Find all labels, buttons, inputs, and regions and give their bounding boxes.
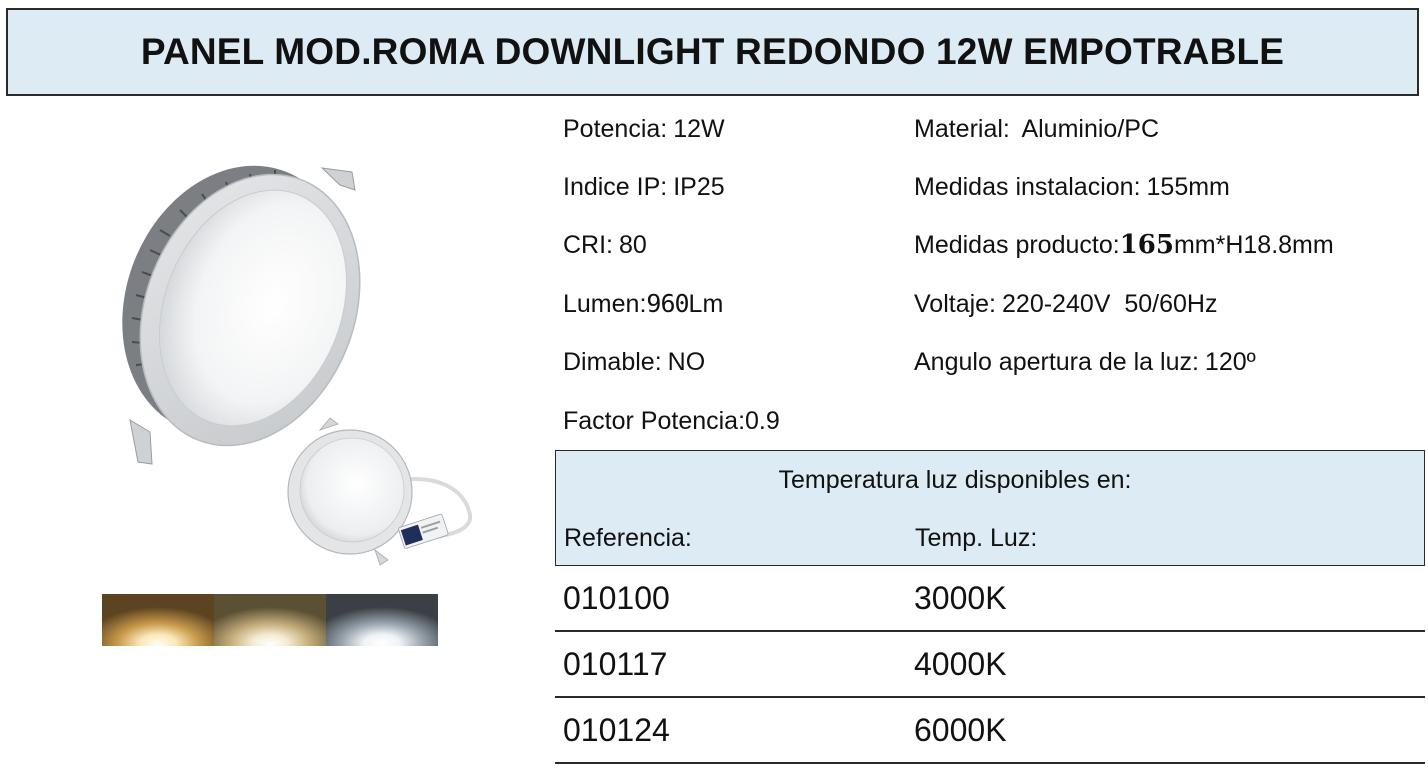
spec-producto-rest: mm*H18.8mm <box>1173 231 1334 259</box>
spec-ip <box>563 172 725 202</box>
spec-dimable-label: Dimable: <box>563 348 662 376</box>
spec-medidas-producto <box>914 230 1334 260</box>
spec-lumen-unit: Lm <box>688 290 724 318</box>
spec-ip-label: Indice IP: <box>563 173 668 201</box>
spec-material-value: Aluminio/PC <box>1021 115 1160 143</box>
spec-producto-number: 165 <box>1119 230 1174 260</box>
spec-material-label: Material: <box>914 115 1010 143</box>
table-row <box>555 566 1425 632</box>
row-temperature: 3000K <box>914 580 1007 616</box>
spec-voltaje <box>914 289 1217 319</box>
row-reference: 010124 <box>563 712 670 748</box>
column-header-temperature: Temp. Luz: <box>915 524 1038 552</box>
spec-medidas-instalacion <box>914 172 1230 202</box>
cool-light-swatch <box>326 594 438 646</box>
spec-angulo-label: Angulo apertura de la luz: <box>914 348 1199 376</box>
spec-dimable <box>563 347 705 377</box>
spec-instalacion-value: 155mm <box>1146 173 1230 201</box>
spec-potencia-label: Potencia: <box>563 115 668 143</box>
spec-potencia <box>563 114 725 144</box>
spec-potencia-value: 12W <box>673 115 725 143</box>
spec-voltaje-label: Voltaje: <box>914 290 997 318</box>
row-temperature: 6000K <box>914 712 1007 748</box>
spec-lumen-number: 960 <box>646 289 689 318</box>
temperature-table <box>555 450 1425 764</box>
row-reference: 010117 <box>563 646 668 682</box>
spec-instalacion-label: Medidas instalacion: <box>914 173 1141 201</box>
spec-cri-value: 80 <box>619 231 647 259</box>
column-header-reference: Referencia: <box>564 524 692 552</box>
spec-producto-label: Medidas producto: <box>914 231 1120 259</box>
warm-light-swatch <box>102 594 214 646</box>
round-led-panel-with-driver-icon <box>280 410 480 570</box>
spec-angulo-value: 120º <box>1204 348 1256 376</box>
row-temperature: 4000K <box>914 646 1007 682</box>
page-title: PANEL MOD.ROMA DOWNLIGHT REDONDO 12W EMPOTRABLE <box>140 31 1285 72</box>
light-color-swatches <box>102 594 438 646</box>
spec-ip-value: IP25 <box>673 173 725 201</box>
spec-cri-label: CRI: <box>563 231 613 259</box>
spec-material <box>914 114 1159 144</box>
spec-cri <box>563 230 647 260</box>
spec-angulo <box>914 347 1256 377</box>
spec-lumen-label: Lumen: <box>563 290 647 318</box>
temperature-table-title: Temperatura luz disponibles en: <box>778 466 1132 494</box>
table-row <box>555 698 1425 764</box>
title-banner <box>6 8 1419 96</box>
spec-lumen <box>563 289 723 319</box>
spec-dimable-value: NO <box>667 348 706 376</box>
spec-factor-potencia <box>563 406 780 436</box>
row-reference: 010100 <box>563 580 670 616</box>
neutral-light-swatch <box>214 594 326 646</box>
temperature-table-header <box>555 450 1425 566</box>
spec-voltaje-value: 220-240V 50/60Hz <box>1002 290 1218 318</box>
spec-factor-text: Factor Potencia:0.9 <box>563 407 780 435</box>
table-row <box>555 632 1425 698</box>
